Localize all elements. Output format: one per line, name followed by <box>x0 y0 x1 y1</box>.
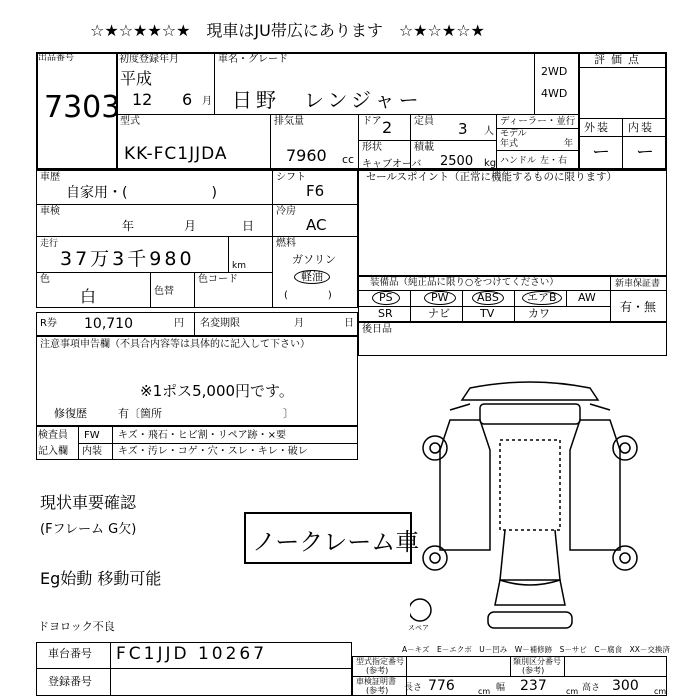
model-year-label2: 年式 <box>500 139 519 149</box>
fuel-paren: ( ) <box>284 290 332 301</box>
body-shape-label: 形状 <box>362 142 382 153</box>
cooler-value: AC <box>306 216 327 234</box>
length-label: 長さ <box>404 683 423 693</box>
repair-value: 有〔箇所 〕 <box>118 407 294 420</box>
doors-label: ドア <box>362 116 382 127</box>
inspector-nai: 内装 <box>82 446 102 457</box>
car-diagram <box>410 380 650 640</box>
dims-sub: (参考) <box>366 686 389 695</box>
width-label: 幅 <box>496 683 506 693</box>
handwritten-line4: ドヨロック不良 <box>38 620 115 633</box>
int-value: ー <box>636 142 654 163</box>
inspector-label1: 検査員 <box>38 430 68 441</box>
handle-label: ハンドル <box>500 156 537 166</box>
width-value: 237 <box>520 678 547 694</box>
guarantee-value: 有・無 <box>620 300 657 314</box>
registration-year: 12 <box>132 90 153 109</box>
equip-navi: ナビ <box>428 307 450 320</box>
load-label: 積載 <box>414 142 434 153</box>
length-unit: cm <box>478 687 491 696</box>
equip-pw: PW <box>424 291 456 305</box>
cooler-label: 冷房 <box>276 206 296 217</box>
model-year-label1: モデル <box>500 129 527 139</box>
lot-label: 出品番号 <box>38 53 75 63</box>
remarks-label: 注意事項申告欄（不具合内容等は具体的に記入して下さい） <box>40 339 310 350</box>
handwritten-line2: (Fフレーム G欠) <box>40 522 137 537</box>
guarantee-label: 新車保証書 <box>615 279 661 289</box>
registration-month-unit: 月 <box>202 96 212 107</box>
inspection-label: 車検 <box>40 206 60 217</box>
equip-sr: SR <box>378 307 393 320</box>
class-cert-label: 類別区分番号 <box>513 657 561 666</box>
color-value: 白 <box>80 287 97 306</box>
equip-ps: PS <box>372 291 400 305</box>
body-shape-value: キャブオーバ <box>362 159 422 170</box>
height-value: 300 <box>612 678 639 694</box>
drive-4wd: 4WD <box>541 87 568 100</box>
repaint-label: 色替 <box>154 286 174 297</box>
tax-label: R券 <box>40 318 57 329</box>
equipment-label: 装備品（純正品に限り○をつけてください） <box>370 277 559 288</box>
load-value: 2500 <box>440 154 474 169</box>
registration-label: 初度登録年月 <box>119 54 179 65</box>
fuel-value2-circled: 軽油 <box>294 270 330 284</box>
capacity-unit: 人 <box>484 126 494 137</box>
model-value: KK-FC1JJDA <box>124 144 228 164</box>
equip-tv: TV <box>480 307 495 320</box>
model-cert-sub: (参考) <box>366 666 389 675</box>
chassis-value: FC1JJD 10267 <box>116 644 268 664</box>
dealer-label: ディーラー・並行 <box>500 116 576 127</box>
handwritten-line1: 現状車要確認 <box>40 493 137 512</box>
registration-month: 6 <box>182 90 193 109</box>
equip-aw: AW <box>578 291 596 304</box>
capacity-value: 3 <box>458 120 468 138</box>
ext-value: ー <box>592 142 610 163</box>
inspection-year-unit: 年 <box>122 219 135 233</box>
shift-value: F6 <box>306 182 325 200</box>
load-unit: kg <box>484 158 497 169</box>
capacity-label: 定員 <box>414 116 434 127</box>
mileage-value: 37万3千980 <box>60 248 195 270</box>
sales-point-label: セールスポイント（正常に機能するものに限ります） <box>366 171 618 183</box>
length-value: 776 <box>428 678 455 694</box>
equip-airbag: エアB <box>522 291 562 305</box>
name-grade-value: 日野 レンジャー <box>232 88 423 112</box>
damage-legend: A－キズ E－エクボ U－凹み W－補修跡 S－サビ C－腐食 XX－交換済 <box>402 645 670 654</box>
plate-label: 登録番号 <box>48 675 92 688</box>
expiry-label: 名変期限 <box>200 318 240 329</box>
inspection-month-unit: 月 <box>184 219 197 233</box>
dims-label: 車検証明書 <box>356 677 396 686</box>
height-label: 高さ <box>582 683 601 693</box>
name-grade-label: 車名・グレード <box>218 54 288 65</box>
registration-era: 平成 <box>120 69 153 88</box>
inspector-fw: FW <box>84 430 100 441</box>
model-year-unit: 年 <box>564 139 574 149</box>
handwritten-line3: Eg始動 移動可能 <box>40 569 162 588</box>
displacement-unit: cc <box>342 153 355 166</box>
spare-label: スペア <box>408 624 429 632</box>
history-label: 車歴 <box>40 172 60 183</box>
class-cert-sub: (参考) <box>522 666 545 675</box>
color-label: 色 <box>40 274 50 285</box>
mileage-label: 走行 <box>40 239 59 249</box>
mileage-unit: km <box>232 261 246 271</box>
tax-unit: 円 <box>174 318 184 329</box>
ext-label: 外装 <box>584 121 610 134</box>
equip-leather: カワ <box>528 307 550 320</box>
inspection-day-unit: 日 <box>242 219 255 233</box>
expiry-day: 日 <box>344 318 354 329</box>
fuel-value1: ガソリン <box>292 253 336 266</box>
history-value: 自家用・( ) <box>66 185 217 201</box>
inspector-row2: キズ・汚レ・コゲ・穴・スレ・キレ・破レ <box>118 446 308 457</box>
rear-seat-label: 後日品 <box>362 324 392 335</box>
model-cert-label: 型式指定番号 <box>356 657 404 666</box>
header-banner: ☆★☆★★☆★ 現車はJU帯広にあります ☆★☆★☆★ <box>90 21 485 40</box>
inspector-row1: キズ・飛石・ヒビ割・リペア跡・×要 <box>118 430 286 441</box>
equip-abs: ABS <box>472 291 504 305</box>
no-claim-text: ノークレーム車 <box>252 528 420 556</box>
height-unit: cm <box>654 687 667 696</box>
remarks-note: ※1ポス5,000円です。 <box>140 382 294 400</box>
width-unit: cm <box>566 687 579 696</box>
evaluation-label: 評価点 <box>594 53 645 66</box>
displacement-value: 7960 <box>286 146 327 165</box>
lot-number: 7303 <box>44 90 121 125</box>
fuel-value2 <box>294 270 330 284</box>
repair-label: 修復歴 <box>54 407 87 420</box>
expiry-month: 月 <box>294 318 304 329</box>
tax-value: 10,710 <box>84 316 133 332</box>
doors-value: 2 <box>382 118 393 137</box>
fuel-label: 燃料 <box>276 238 296 249</box>
color-code-label: 色コード <box>198 274 238 285</box>
displacement-label: 排気量 <box>274 116 304 127</box>
handle-options: 左・右 <box>540 156 568 166</box>
model-label: 型式 <box>120 116 140 127</box>
inspector-label2: 記入欄 <box>38 446 68 457</box>
chassis-label: 車台番号 <box>48 647 92 660</box>
drive-2wd: 2WD <box>541 65 568 78</box>
shift-label: シフト <box>276 172 306 183</box>
int-label: 内装 <box>628 121 654 134</box>
